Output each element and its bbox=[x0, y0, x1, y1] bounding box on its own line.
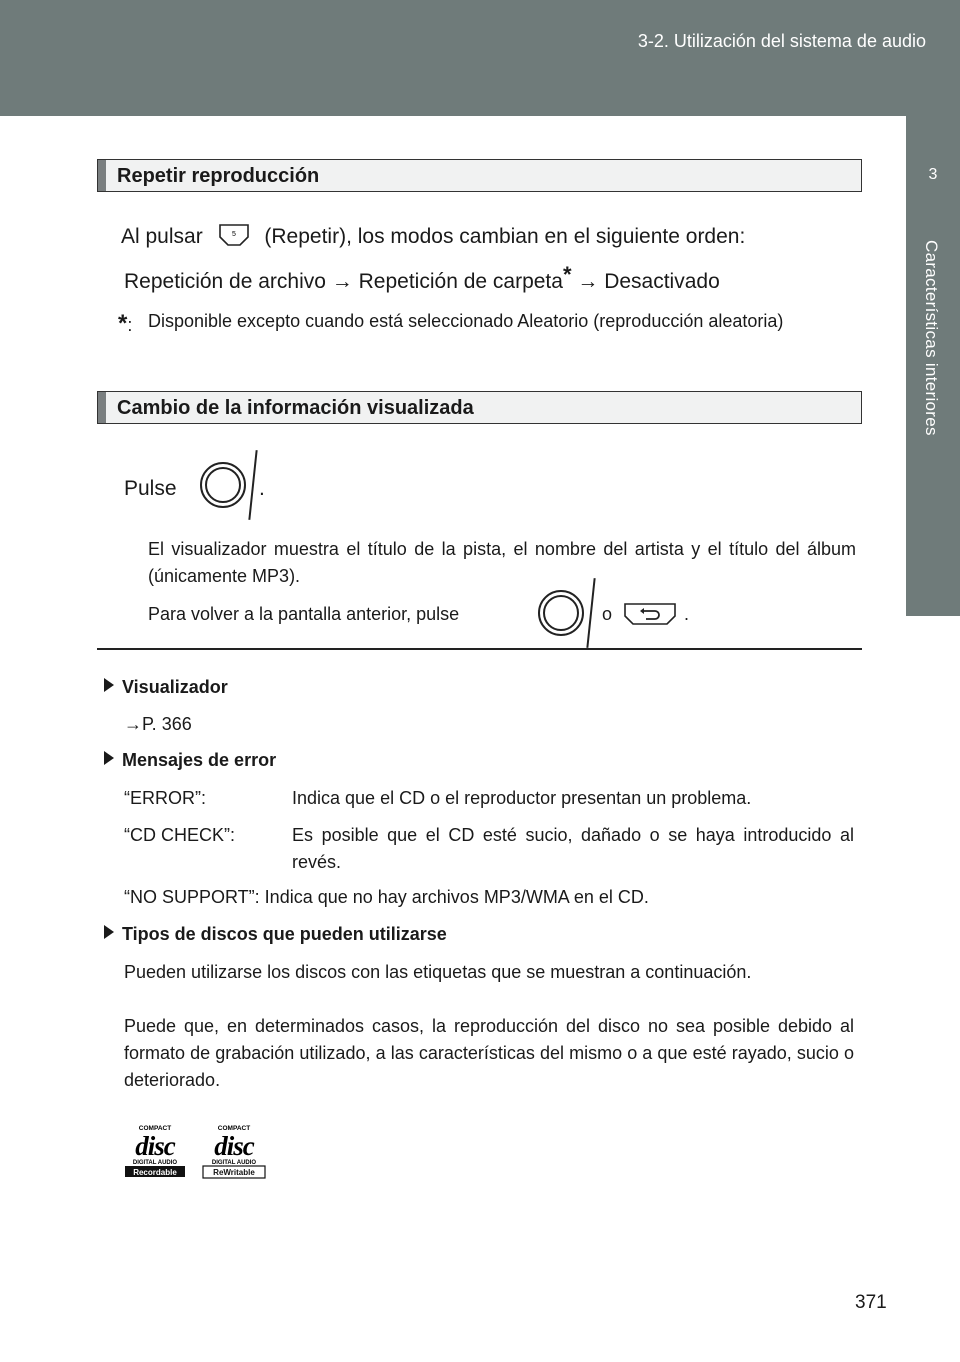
section-divider bbox=[97, 648, 862, 650]
repeat-button-icon bbox=[219, 224, 249, 246]
svg-text:DIGITAL AUDIO: DIGITAL AUDIO bbox=[211, 1160, 257, 1166]
cd-rewritable-logo bbox=[202, 1124, 266, 1180]
page-number: 371 bbox=[855, 1292, 887, 1313]
header-band bbox=[0, 0, 960, 116]
repeat-order: Repetición de archivo → Repetición de carpeta* → Desactivado bbox=[124, 262, 720, 293]
pulse-label: Pulse bbox=[124, 477, 177, 500]
note-disc-types: Tipos de discos que pueden utilizarse bbox=[104, 921, 447, 948]
svg-text:ReWritable: ReWritable bbox=[213, 1168, 255, 1177]
svg-text:5: 5 bbox=[231, 231, 236, 238]
error-code: “ERROR”: bbox=[124, 788, 206, 808]
chapter-title: 3-2. Utilización del sistema de audio bbox=[637, 31, 926, 51]
note-visualizador: Visualizador bbox=[104, 674, 228, 701]
svg-text:COMPACT: COMPACT bbox=[138, 1125, 172, 1132]
disc-types-paragraph: Puede que, en determinados casos, la reproducción del disco no sea posible debido al formato de grabación utilizado, a las características del mismo o a que esté rayado, sucio o deteriorado. bbox=[124, 1016, 854, 1090]
back-instruction: Para volver a la pantalla anterior, pulse bbox=[148, 604, 460, 624]
back-button-icon bbox=[624, 603, 676, 630]
chapter-tab-section[interactable]: Características interiores bbox=[906, 226, 960, 616]
side-tab bbox=[906, 116, 960, 1362]
section-heading-repeat: Repetir reproducción bbox=[97, 159, 862, 192]
display-description: El visualizador muestra el título de la pista, el nombre del artista y el título del álbum (únicamente MP3). bbox=[148, 539, 856, 586]
error-text: Indica que el CD o el reproductor presentan un problema. bbox=[292, 788, 752, 808]
error-code: “CD CHECK”: bbox=[124, 825, 235, 845]
footnote-text: Disponible excepto cuando está seleccionado Aleatorio (reproducción aleatoria) bbox=[148, 311, 784, 331]
svg-text:COMPACT: COMPACT bbox=[217, 1125, 251, 1132]
section-heading-display: Cambio de la información visualizada bbox=[97, 391, 862, 424]
disc-types-paragraph: Pueden utilizarse los discos con las etiquetas que se muestran a continuación. bbox=[124, 962, 752, 982]
error-text: Es posible que el CD esté sucio, dañado o se haya introducido al revés. bbox=[292, 825, 854, 872]
footnote-mark: *: bbox=[118, 310, 133, 337]
svg-text:DIGITAL AUDIO: DIGITAL AUDIO bbox=[132, 1160, 178, 1166]
error-no-support: “NO SUPPORT”: Indica que no hay archivos MP3/WMA en el CD. bbox=[124, 887, 649, 907]
svg-text:disc: disc bbox=[135, 1131, 175, 1161]
svg-text:Recordable: Recordable bbox=[133, 1168, 177, 1177]
repeat-instruction: Al pulsar 5 (Repetir), los modos cambian en el siguiente orden: bbox=[121, 225, 746, 248]
page-reference: →P. 366 bbox=[124, 714, 192, 734]
svg-text:disc: disc bbox=[214, 1131, 254, 1161]
note-error-messages: Mensajes de error bbox=[104, 747, 276, 774]
cd-recordable-logo bbox=[124, 1124, 186, 1180]
chapter-tab-number[interactable]: 3 bbox=[906, 116, 960, 226]
